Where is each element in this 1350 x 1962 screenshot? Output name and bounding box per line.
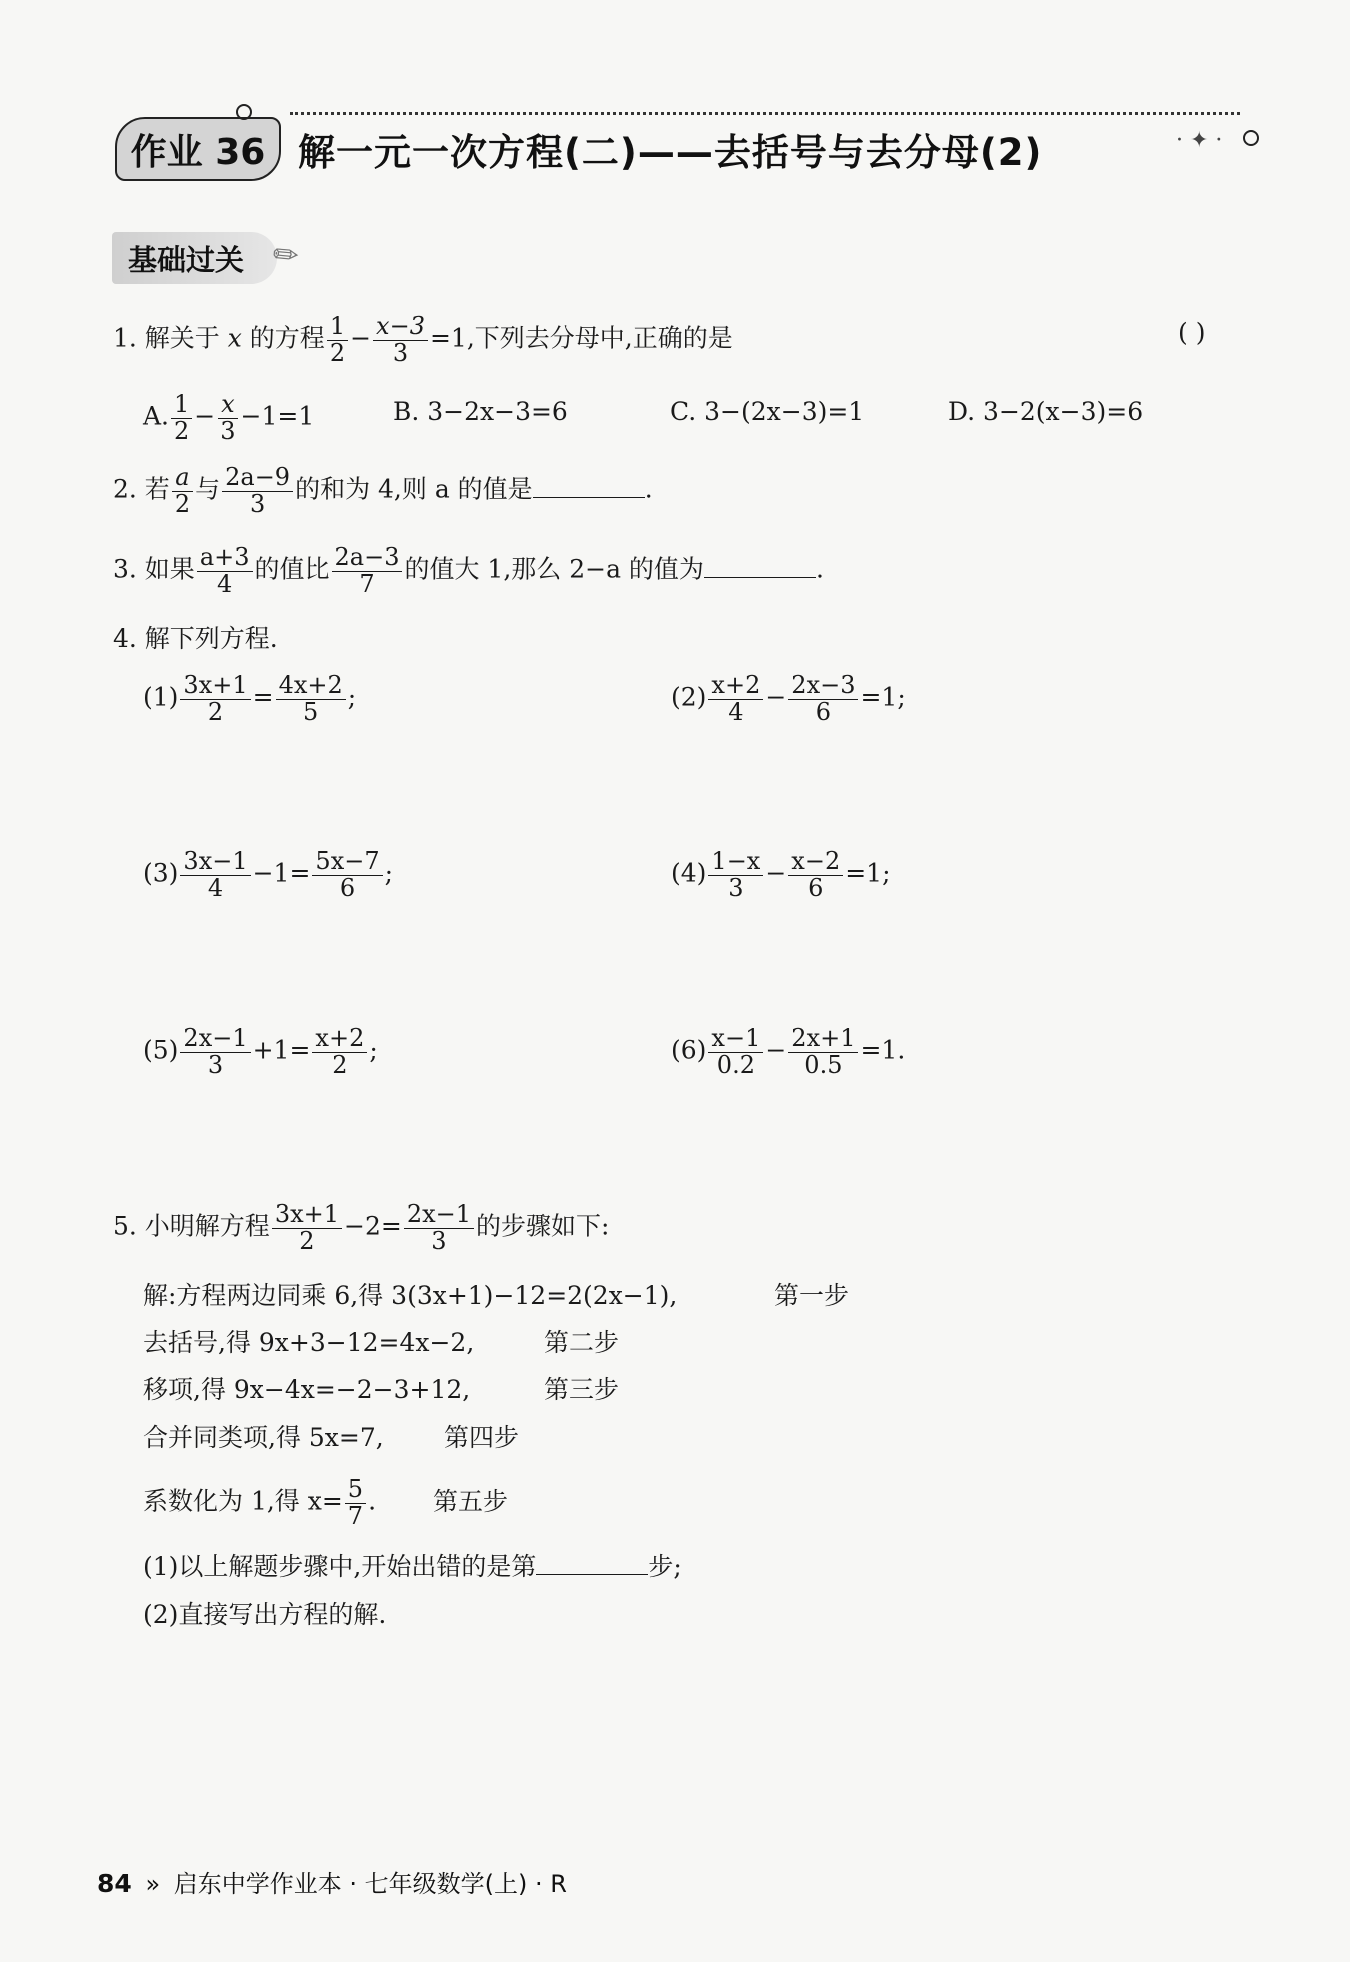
option-a-fraction-2 — [217, 392, 238, 444]
q3-end: . — [815, 554, 824, 584]
eq3-f1-num: 3x−1 — [180, 849, 250, 876]
q3-f2-num: 2a−3 — [332, 545, 403, 572]
eq1-f1-den: 2 — [207, 698, 224, 727]
option-a-f1-num: 1 — [171, 392, 192, 419]
eq4-fraction-1 — [708, 849, 763, 901]
q3-suffix: 的值大 1,那么 2−a 的值为 — [404, 554, 704, 584]
eq5-op: +1= — [252, 1035, 311, 1065]
step-5-tag: 第五步 — [433, 1487, 509, 1516]
step-2-tag: 第二步 — [544, 1328, 620, 1357]
q1-f2-num: x−3 — [373, 314, 428, 341]
eq3-label: (3) — [143, 858, 179, 888]
q2-end: . — [644, 474, 653, 504]
equation-6 — [671, 1026, 905, 1078]
eq3-fraction-1 — [180, 849, 250, 901]
q3-answer-blank[interactable] — [704, 557, 816, 578]
equation-1 — [143, 673, 356, 725]
eq1-label: (1) — [143, 682, 179, 712]
option-c[interactable]: C. 3−(2x−3)=1 — [670, 397, 865, 426]
q5-fraction-2 — [404, 1202, 474, 1254]
q1-f1-num: 1 — [327, 314, 348, 341]
step-4-tag: 第四步 — [444, 1423, 520, 1452]
eq4-op: − — [765, 858, 787, 888]
eq6-f2-num: 2x+1 — [788, 1026, 858, 1053]
option-a[interactable] — [143, 392, 314, 444]
eq2-fraction-2 — [788, 673, 858, 725]
eq4-fraction-2 — [788, 849, 843, 901]
step-2: 去括号,得 9x+3−12=4x−2, — [143, 1328, 475, 1357]
eq4-end: =1; — [845, 858, 891, 888]
eq4-f1-den: 3 — [728, 874, 744, 903]
option-a-minus: − — [194, 401, 216, 431]
equation-3 — [143, 849, 393, 901]
q1-fraction-2 — [373, 314, 428, 366]
q2-mid: 与 — [195, 474, 221, 504]
sub1-prefix: (1)以上解题步骤中,开始出错的是第 — [143, 1552, 537, 1581]
eq1-f2-den: 5 — [303, 698, 319, 727]
q1-var: x — [227, 323, 242, 353]
eq3-f2-den: 6 — [339, 874, 356, 903]
eq2-label: (2) — [671, 682, 707, 712]
answer-paren[interactable]: ( ) — [1178, 318, 1206, 347]
option-a-label: A. — [143, 401, 170, 431]
q5-mid: −2= — [344, 1211, 402, 1241]
step-3-tag: 第三步 — [544, 1375, 620, 1404]
q2-f1-num: a — [172, 465, 192, 492]
step-5 — [143, 1477, 376, 1529]
q3-f1-den: 4 — [217, 570, 233, 599]
eq1-f1-num: 3x+1 — [180, 673, 250, 700]
q1-f1-den: 2 — [329, 339, 346, 368]
question-1 — [113, 314, 733, 366]
equation-4 — [671, 849, 891, 901]
option-a-rest: −1=1 — [240, 401, 315, 431]
eq6-fraction-1 — [708, 1026, 763, 1078]
q3-f1-num: a+3 — [197, 545, 253, 572]
eq5-f2-num: x+2 — [312, 1026, 367, 1053]
eq6-f2-den: 0.5 — [804, 1051, 843, 1080]
q5-f2-num: 2x−1 — [404, 1202, 474, 1229]
option-a-f1-den: 2 — [174, 417, 190, 446]
option-d[interactable]: D. 3−2(x−3)=6 — [948, 397, 1144, 426]
option-a-f2-num: x — [218, 392, 238, 419]
q1-suffix: =1,下列去分母中,正确的是 — [429, 323, 733, 353]
q2-prefix: 2. 若 — [113, 474, 170, 504]
section-tag: 基础过关 — [112, 232, 277, 284]
q5-suffix: 的步骤如下: — [476, 1211, 610, 1241]
option-b[interactable]: B. 3−2x−3=6 — [393, 397, 568, 426]
q2-f2-den: 3 — [249, 490, 266, 519]
header-ring-icon-right — [1243, 130, 1259, 146]
eq6-f1-den: 0.2 — [716, 1051, 755, 1080]
eq4-f2-num: x−2 — [788, 849, 843, 876]
footer-book-title: 启东中学作业本 · 七年级数学(上) · R — [173, 1870, 567, 1898]
eq4-label: (4) — [671, 858, 707, 888]
sub1-answer-blank[interactable] — [536, 1554, 648, 1575]
page-title: 解一元一次方程(二)——去括号与去分母(2) — [298, 131, 1043, 174]
header-ring-icon — [236, 104, 252, 120]
equation-5 — [143, 1026, 378, 1078]
option-a-fraction-1 — [171, 392, 192, 444]
eq1-op: = — [252, 682, 274, 712]
q2-f1-den: 2 — [174, 490, 191, 519]
footer-arrow-icon: » — [145, 1870, 161, 1898]
eq3-end: ; — [384, 858, 394, 888]
q5-fraction-1 — [272, 1202, 342, 1254]
step-3: 移项,得 9x−4x=−2−3+12, — [143, 1375, 471, 1404]
eq2-end: =1; — [860, 682, 906, 712]
q5-f1-den: 2 — [299, 1227, 315, 1256]
eq2-f1-num: x+2 — [708, 673, 763, 700]
eq5-fraction-2 — [312, 1026, 367, 1078]
q2-suffix: 的和为 4,则 a 的值是 — [295, 474, 533, 504]
eq2-f2-num: 2x−3 — [788, 673, 858, 700]
eq6-op: − — [765, 1035, 787, 1065]
eq5-f1-num: 2x−1 — [180, 1026, 250, 1053]
sparkle-icon: · ✦ · — [1176, 128, 1223, 153]
sub-question-1 — [143, 1554, 682, 1579]
step-1: 解:方程两边同乘 6,得 3(3x+1)−12=2(2x−1), — [143, 1281, 678, 1310]
question-5 — [113, 1202, 609, 1254]
q2-fraction-1 — [172, 465, 193, 517]
eq3-op: −1= — [252, 858, 311, 888]
eq5-f2-den: 2 — [332, 1051, 348, 1080]
eq6-fraction-2 — [788, 1026, 858, 1078]
sub1-end: 步; — [648, 1552, 682, 1581]
step-4: 合并同类项,得 5x=7, — [143, 1423, 384, 1452]
q2-answer-blank[interactable] — [533, 477, 645, 498]
eq1-fraction-1 — [180, 673, 250, 725]
step-5-end: . — [368, 1486, 377, 1516]
q2-f2-num: 2a−9 — [222, 465, 293, 492]
question-3 — [113, 545, 824, 597]
eq3-fraction-2 — [312, 849, 382, 901]
eq1-fraction-2 — [276, 673, 346, 725]
step-1-tag: 第一步 — [774, 1281, 850, 1310]
eq2-f2-den: 6 — [815, 698, 832, 727]
q5-f2-den: 3 — [431, 1227, 447, 1256]
eq2-f1-den: 4 — [728, 698, 744, 727]
sub-question-2: (2)直接写出方程的解. — [143, 1600, 387, 1629]
q5-prefix: 5. 小明解方程 — [113, 1211, 270, 1241]
step-5-den: 7 — [347, 1502, 364, 1531]
eq1-f2-num: 4x+2 — [276, 673, 346, 700]
step-5-num: 5 — [345, 1477, 366, 1504]
q3-prefix: 3. 如果 — [113, 554, 195, 584]
step-5-fraction — [345, 1477, 366, 1529]
option-a-f2-den: 3 — [220, 417, 236, 446]
eq6-label: (6) — [671, 1035, 707, 1065]
eq3-f1-den: 4 — [207, 874, 224, 903]
q3-fraction-1 — [197, 545, 253, 597]
eq2-fraction-1 — [708, 673, 763, 725]
equation-2 — [671, 673, 906, 725]
q1-prefix: 1. 解关于 — [113, 323, 228, 353]
header-dotted-line — [290, 112, 1240, 115]
assignment-badge: 作业 36 — [115, 117, 281, 181]
eq2-op: − — [765, 682, 787, 712]
question-2 — [113, 465, 653, 517]
eq5-label: (5) — [143, 1035, 179, 1065]
q1-f2-den: 3 — [392, 339, 409, 368]
q1-fraction-1 — [327, 314, 348, 366]
eq4-f2-den: 6 — [808, 874, 824, 903]
eq6-f1-num: x−1 — [708, 1026, 763, 1053]
eq3-f2-num: 5x−7 — [312, 849, 382, 876]
eq4-f1-num: 1−x — [708, 849, 763, 876]
q2-fraction-2 — [222, 465, 293, 517]
step-5-prefix: 系数化为 1,得 x= — [143, 1486, 343, 1516]
page-number: 84 — [97, 1869, 132, 1898]
q1-mid: 的方程 — [241, 323, 325, 353]
eq5-f1-den: 3 — [207, 1051, 224, 1080]
eq5-fraction-1 — [180, 1026, 250, 1078]
eq6-end: =1. — [860, 1035, 906, 1065]
eq1-end: ; — [347, 682, 357, 712]
eq5-end: ; — [369, 1035, 378, 1065]
page-footer — [97, 1864, 567, 1899]
pencil-icon: ✎ — [265, 234, 308, 277]
question-4-title: 4. 解下列方程. — [113, 624, 278, 653]
q3-fraction-2 — [332, 545, 403, 597]
q3-mid: 的值比 — [254, 554, 330, 584]
q1-minus: − — [350, 323, 372, 353]
q3-f2-den: 7 — [359, 570, 375, 599]
q5-f1-num: 3x+1 — [272, 1202, 342, 1229]
